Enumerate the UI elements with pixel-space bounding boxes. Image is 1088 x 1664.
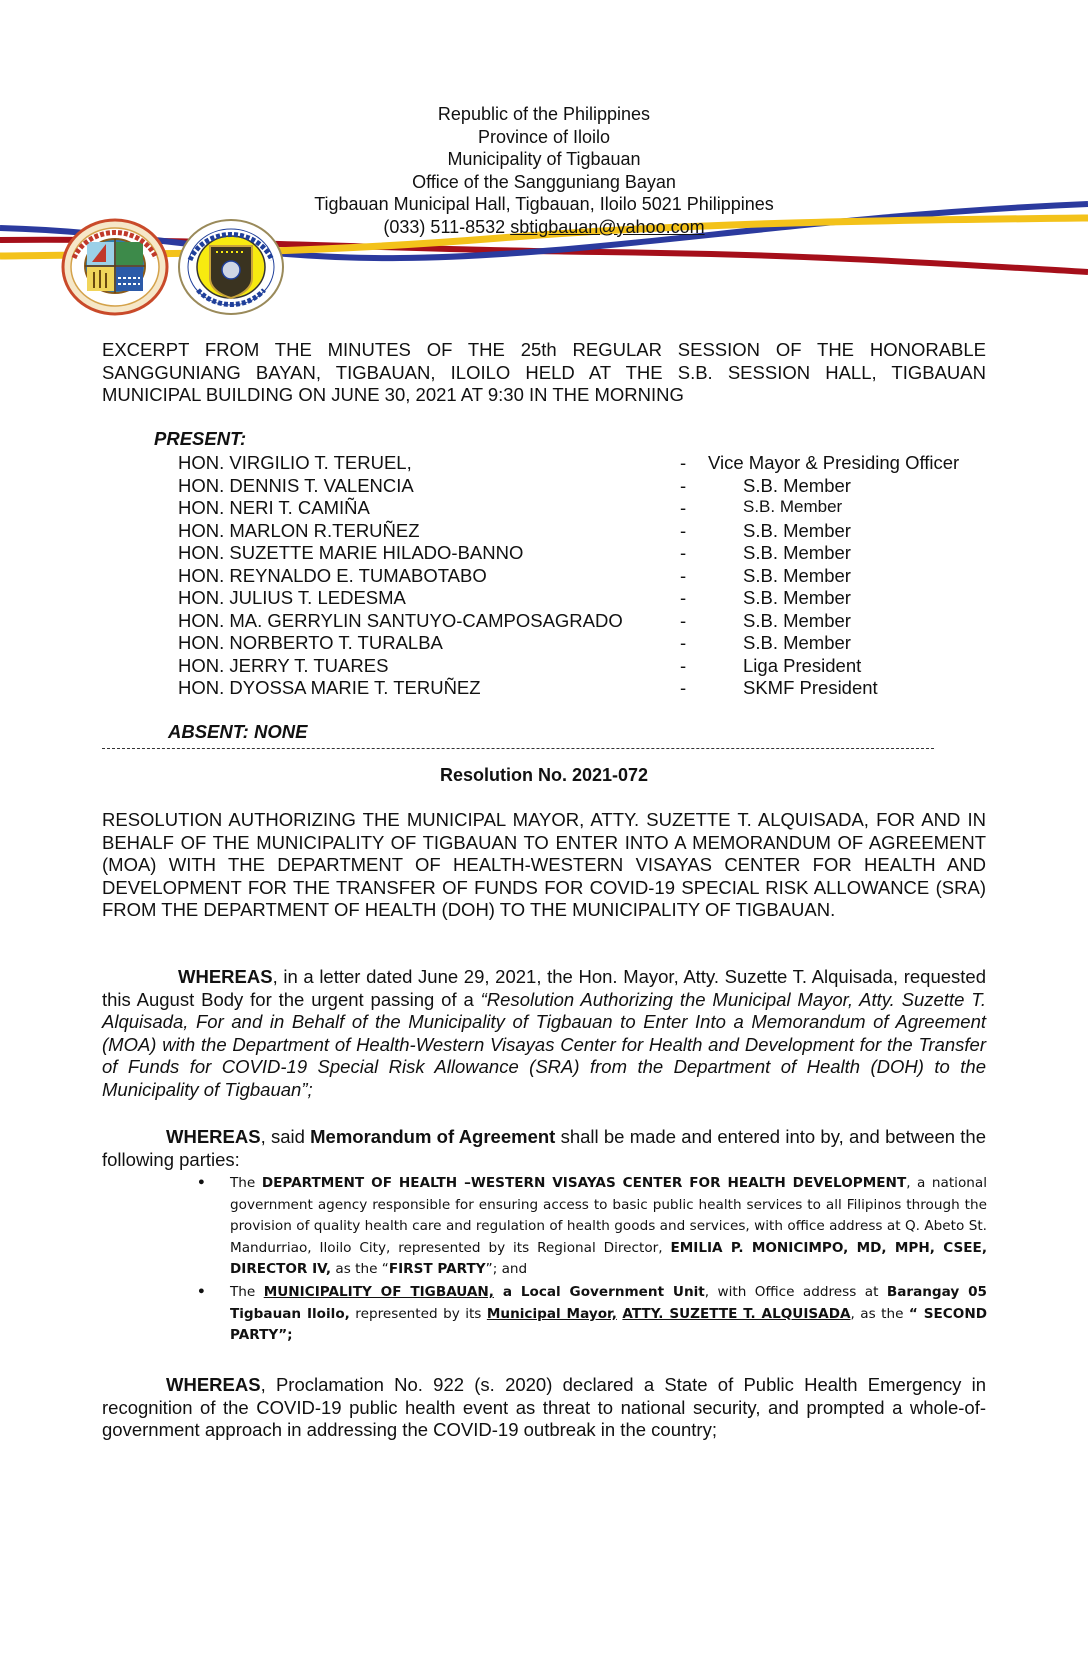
attendee-name: HON. SUZETTE MARIE HILADO-BANNO — [178, 542, 524, 563]
attendee-row — [178, 452, 998, 475]
attendee-role: S.B. Member — [743, 474, 851, 496]
party-text: , as the — [850, 1305, 909, 1322]
attendee-role: S.B. Member — [743, 609, 851, 631]
second-party-lgu: a Local Government Unit — [493, 1283, 705, 1300]
whereas-text: shall be made and entered into by, and between the following parties: — [102, 1126, 987, 1170]
whereas-paragraph-1 — [102, 966, 986, 1101]
party-text: , with Office address at — [704, 1283, 887, 1300]
attendee-name: HON. MA. GERRYLIN SANTUYO-CAMPOSAGRADO — [178, 609, 623, 631]
separator-dash: - — [680, 632, 687, 653]
attendee-role: S.B. Member — [743, 632, 851, 653]
separator-dash: - — [680, 542, 687, 563]
attendee-role: S.B. Member — [743, 564, 851, 586]
first-party-label: FIRST PARTY — [388, 1261, 486, 1278]
party-text: as the “ — [331, 1261, 389, 1278]
letterhead-municipality: Municipality of Tigbauan — [447, 149, 641, 169]
attendee-row — [178, 610, 998, 633]
attendee-name: HON. MARLON R.TERUÑEZ — [178, 519, 420, 541]
attendee-name: HON. DENNIS T. VALENCIA — [178, 474, 414, 496]
resolution-title: RESOLUTION AUTHORIZING THE MUNICIPAL MAYOR, ATTY. SUZETTE T. ALQUISADA, FOR AND IN BEHALF OF THE MUNICIPALITY OF TIGBAUAN TO ENTER INTO A MEMORANDUM OF AGREEMENT (MOA) WITH THE DEPARTMENT OF HEALTH-WESTERN VISAYAS CENTER FOR HEALTH AND DEVELOPMENT FOR THE TRANSFER OF FUNDS FOR COVID-19 SPECIAL RISK ALLOWANCE (SRA) FROM THE DEPARTMENT OF HEALTH (DOH) TO THE MUNICIPALITY OF TIGBAUAN. — [102, 809, 986, 920]
whereas-paragraph-2 — [102, 1126, 986, 1171]
attendee-name: HON. NERI T. CAMIÑA — [178, 497, 370, 518]
present-label: PRESENT: — [154, 428, 247, 449]
second-party-rep-name: ATTY. SUZETTE T. ALQUISADA — [622, 1305, 851, 1322]
attendee-name: HON. DYOSSA MARIE T. TERUÑEZ — [178, 677, 481, 698]
separator-dash: - — [680, 519, 687, 541]
whereas-paragraph-3 — [102, 1374, 986, 1442]
party-text: represented by its — [349, 1305, 487, 1322]
attendee-row — [178, 632, 998, 655]
attendee-row — [178, 587, 998, 610]
whereas-lead: WHEREAS — [166, 1374, 261, 1395]
second-party-org: MUNICIPALITY OF TIGBAUAN, — [263, 1283, 494, 1300]
whereas-lead: WHEREAS — [178, 966, 273, 987]
letterhead-country: Republic of the Philippines — [437, 104, 651, 124]
attendee-name: HON. VIRGILIO T. TERUEL, — [178, 452, 412, 473]
attendee-row — [178, 475, 998, 498]
letterhead-province: Province of Iloilo — [477, 126, 611, 147]
minutes-excerpt-heading: EXCERPT FROM THE MINUTES OF THE 25th REGULAR SESSION OF THE HONORABLE SANGGUNIANG BAYAN, TIGBAUAN, ILOILO HELD AT THE S.B. SESSION HALL, TIGBAUAN MUNICIPAL BUILDING ON JUNE 30, 2021 AT 9:30 IN THE MORNING — [102, 339, 986, 405]
separator-dash: - — [680, 564, 687, 586]
second-party-label: “ SECOND PARTY”; — [230, 1305, 987, 1344]
party-text: ”; and — [485, 1261, 528, 1278]
attendee-name: HON. NORBERTO T. TURALBA — [178, 632, 443, 653]
first-party-representative: EMILIA P. MONICIMPO, MD, MPH, CSEE, DIRECTOR IV, — [230, 1239, 987, 1278]
party-text: The — [230, 1283, 264, 1300]
letterhead-address: Tigbauan Municipal Hall, Tigbauan, Iloilo 5021 Philippines — [314, 194, 774, 214]
attendee-role: S.B. Member — [743, 497, 843, 516]
sangguniang-bayan-seal-icon — [176, 218, 286, 316]
attendance-roster — [178, 452, 998, 700]
separator-dash: - — [680, 587, 687, 608]
party-item-second — [197, 1282, 987, 1347]
municipality-seal-icon — [60, 218, 170, 316]
separator-dash: - — [680, 474, 687, 496]
party-item-first — [197, 1173, 987, 1281]
attendee-role: S.B. Member — [743, 587, 851, 608]
attendee-name: HON. JERRY T. TUARES — [178, 654, 389, 676]
attendee-row — [178, 655, 998, 678]
attendee-role: Vice Mayor & Presiding Officer — [708, 452, 960, 473]
attendee-row — [178, 677, 998, 700]
attendee-row — [178, 565, 998, 588]
attendee-row — [178, 497, 998, 520]
separator-dash: - — [680, 609, 687, 631]
whereas-text: , in a letter dated June 29, 2021, the Hon. Mayor, Atty. Suzette T. Alquisada, requested this August Body for the urgent passing of a — [102, 966, 986, 1010]
separator-dash: - — [680, 452, 687, 473]
attendee-name: HON. REYNALDO E. TUMABOTABO — [178, 564, 487, 586]
party-text: The — [230, 1175, 262, 1191]
attendee-role: S.B. Member — [743, 542, 851, 563]
resolution-number: Resolution No. 2021-072 — [439, 765, 649, 785]
second-party-rep-title: Municipal Mayor, — [486, 1305, 617, 1322]
attendee-row — [178, 520, 998, 543]
phone-number: (033) 511-8532 — [383, 216, 506, 237]
attendee-name: HON. JULIUS T. LEDESMA — [178, 587, 406, 608]
email-link[interactable]: sbtigbauan@yahoo.com — [510, 216, 705, 237]
party-text: , a national government agency responsible for ensuring access to basic public health services to all Filipinos through the provision of quality health care and regulation of health goods and services, with office address at Q. Abeto St. Mandurriao, Iloilo City, represented by its Regional Director, — [230, 1175, 988, 1256]
quoted-resolution-title: “Resolution Authorizing the Municipal Mayor, Atty. Suzette T. Alquisada, For and in Behalf of the Municipality of Tigbauan to Enter Into a Memorandum of Agreement (MOA) with the Department of Health-Western Visayas Center for Health and Development for the Transfer of Funds for COVID-19 Special Risk Allowance (SRA) from the Department of Health (DOH) to the Municipality of Tigbauan”; — [102, 988, 986, 1100]
separator-dash: - — [680, 677, 687, 698]
whereas-text: , Proclamation No. 922 (s. 2020) declared a State of Public Health Emergency in recognition of the COVID-19 public health event as threat to national security, and prompted a whole-of-government approach in addressing the COVID-19 outbreak in the country; — [102, 1374, 986, 1440]
parties-list — [197, 1173, 987, 1348]
attendee-row — [178, 542, 998, 565]
dashed-divider — [102, 738, 934, 749]
second-party-address: Barangay 05 Tigbauan Iloilo, — [230, 1283, 988, 1322]
letterhead-office: Office of the Sangguniang Bayan — [412, 171, 676, 192]
attendee-role: SKMF President — [743, 677, 878, 698]
attendee-role: Liga President — [743, 654, 862, 676]
whereas-lead: WHEREAS — [166, 1126, 261, 1147]
first-party-org: DEPARTMENT OF HEALTH –WESTERN VISAYAS CENTER FOR HEALTH DEVELOPMENT — [261, 1175, 907, 1191]
separator-dash: - — [680, 654, 687, 676]
bullet-icon: • — [197, 1175, 206, 1191]
moa-term: Memorandum of Agreement — [310, 1126, 556, 1147]
bullet-icon: • — [197, 1283, 206, 1300]
attendee-role: S.B. Member — [743, 519, 851, 541]
separator-dash: - — [680, 497, 687, 518]
absent-label: ABSENT: NONE — [168, 721, 308, 742]
whereas-text: , said — [260, 1126, 311, 1147]
